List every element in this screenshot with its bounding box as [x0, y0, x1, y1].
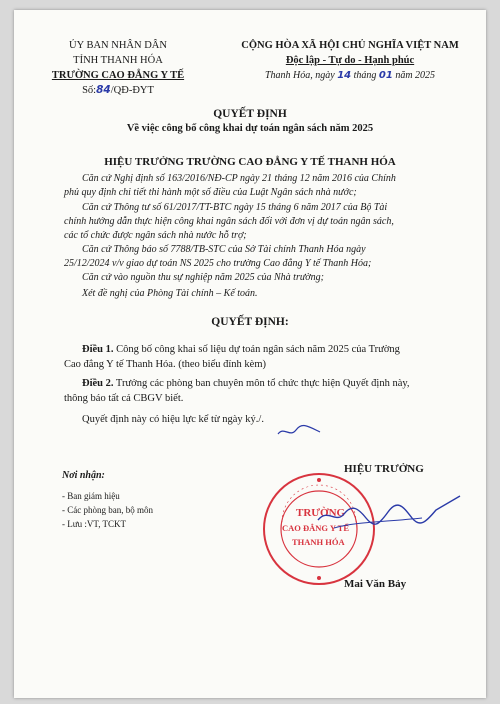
basis-2c: các tổ chức được ngân sách nhà nước hỗ trợ;	[64, 230, 247, 241]
header-right	[219, 38, 481, 83]
basis-2b: chính hướng dẫn thực hiện công khai ngân sách đối với đơn vị dự toán ngân sách,	[64, 216, 394, 227]
motto	[219, 53, 481, 68]
nation-title: CỘNG HÒA XÃ HỘI CHỦ NGHĨA VIỆT NAM	[241, 40, 459, 51]
date-part-b: tháng	[353, 70, 377, 81]
article-1-line-2: Cao đẳng Y tế Thanh Hóa. (theo biểu đính kèm)	[64, 359, 266, 370]
recipient-2: - Các phòng ban, bộ môn	[62, 505, 153, 515]
stamp-line-1: TRƯỜNG	[296, 507, 346, 519]
signer-name: Mai Văn Bảy	[344, 578, 407, 590]
basis-4: Căn cứ vào nguồn thu sự nghiệp năm 2025 của Nhà trường;	[82, 272, 324, 283]
org-line-2: TỈNH THANH HÓA	[73, 55, 163, 66]
date-month-handwritten: 01	[378, 70, 393, 81]
signer-title: HIỆU TRƯỞNG	[344, 463, 424, 475]
issue-date	[219, 68, 481, 83]
basis-3a: Căn cứ Thông báo số 7788/TB-STC của Sở Tài chính Thanh Hóa ngày	[82, 244, 366, 255]
basis-1b: phủ quy định chi tiết thi hành một số điều của Luật Ngân sách nhà nước;	[64, 187, 357, 198]
org-line-1: ỦY BAN NHÂN DÂN	[69, 40, 167, 51]
date-part-a: Thanh Hóa, ngày	[264, 70, 335, 81]
document-title: QUYẾT ĐỊNH	[213, 108, 287, 120]
header-left	[14, 38, 222, 98]
date-part-c: năm 2025	[395, 70, 436, 81]
handwritten-signature	[314, 488, 464, 548]
decision-heading: QUYẾT ĐỊNH:	[211, 316, 289, 328]
article-1-text-1: Công bố công khai số liệu dự toán ngân sách năm 2025 của Trường	[113, 344, 400, 355]
basis-5: Xét đề nghị của Phòng Tài chính – Kế toán.	[82, 288, 258, 299]
basis-3b: 25/12/2024 v/v giao dự toán NS 2025 cho trường Cao đẳng Y tế Thanh Hóa;	[64, 258, 372, 269]
recipient-3: - Lưu :VT, TCKT	[62, 519, 127, 529]
article-2-line-1	[82, 376, 410, 391]
document-number	[14, 83, 222, 98]
issuing-authority: HIỆU TRƯỞNG TRƯỜNG CAO ĐẲNG Y TẾ THANH HÓA	[104, 156, 396, 168]
number-suffix: /QĐ-ĐYT	[110, 85, 154, 96]
basis-1a: Căn cứ Nghị định số 163/2016/NĐ-CP ngày 21 tháng 12 năm 2016 của Chính	[82, 173, 396, 184]
article-2-label: Điều 2.	[82, 378, 114, 389]
school-name-text: TRƯỜNG CAO ĐẲNG Y TẾ	[51, 70, 185, 81]
article-2-text-1: Trưởng các phòng ban chuyên môn tổ chức thực hiện Quyết định này,	[113, 378, 410, 389]
number-prefix: Số:	[82, 85, 97, 96]
stamp-line-3: THANH HÓA	[292, 537, 345, 547]
initials-mark	[276, 420, 324, 442]
effective-clause: Quyết định này có hiệu lực kể từ ngày ký./.	[82, 414, 264, 425]
basis-2a: Căn cứ Thông tư số 61/2017/TT-BTC ngày 15 tháng 6 năm 2017 của Bộ Tài	[82, 202, 388, 213]
school-name	[14, 68, 222, 83]
motto-text: Độc lập - Tự do - Hạnh phúc	[285, 55, 415, 66]
recipient-1: - Ban giám hiệu	[62, 491, 120, 501]
article-2-line-2: thông báo tất cả CBGV biết.	[64, 393, 184, 404]
article-1-line-1	[82, 342, 400, 357]
recipients-heading: Nơi nhận:	[62, 470, 105, 481]
number-handwritten: 84	[96, 84, 111, 96]
article-1-label: Điều 1.	[82, 344, 114, 355]
date-day-handwritten: 14	[337, 70, 352, 81]
stamp-line-2: CAO ĐẲNG Y TẾ	[282, 523, 349, 533]
document-page	[14, 10, 486, 698]
document-subtitle: Về việc công bố công khai dự toán ngân sách năm 2025	[126, 123, 374, 134]
